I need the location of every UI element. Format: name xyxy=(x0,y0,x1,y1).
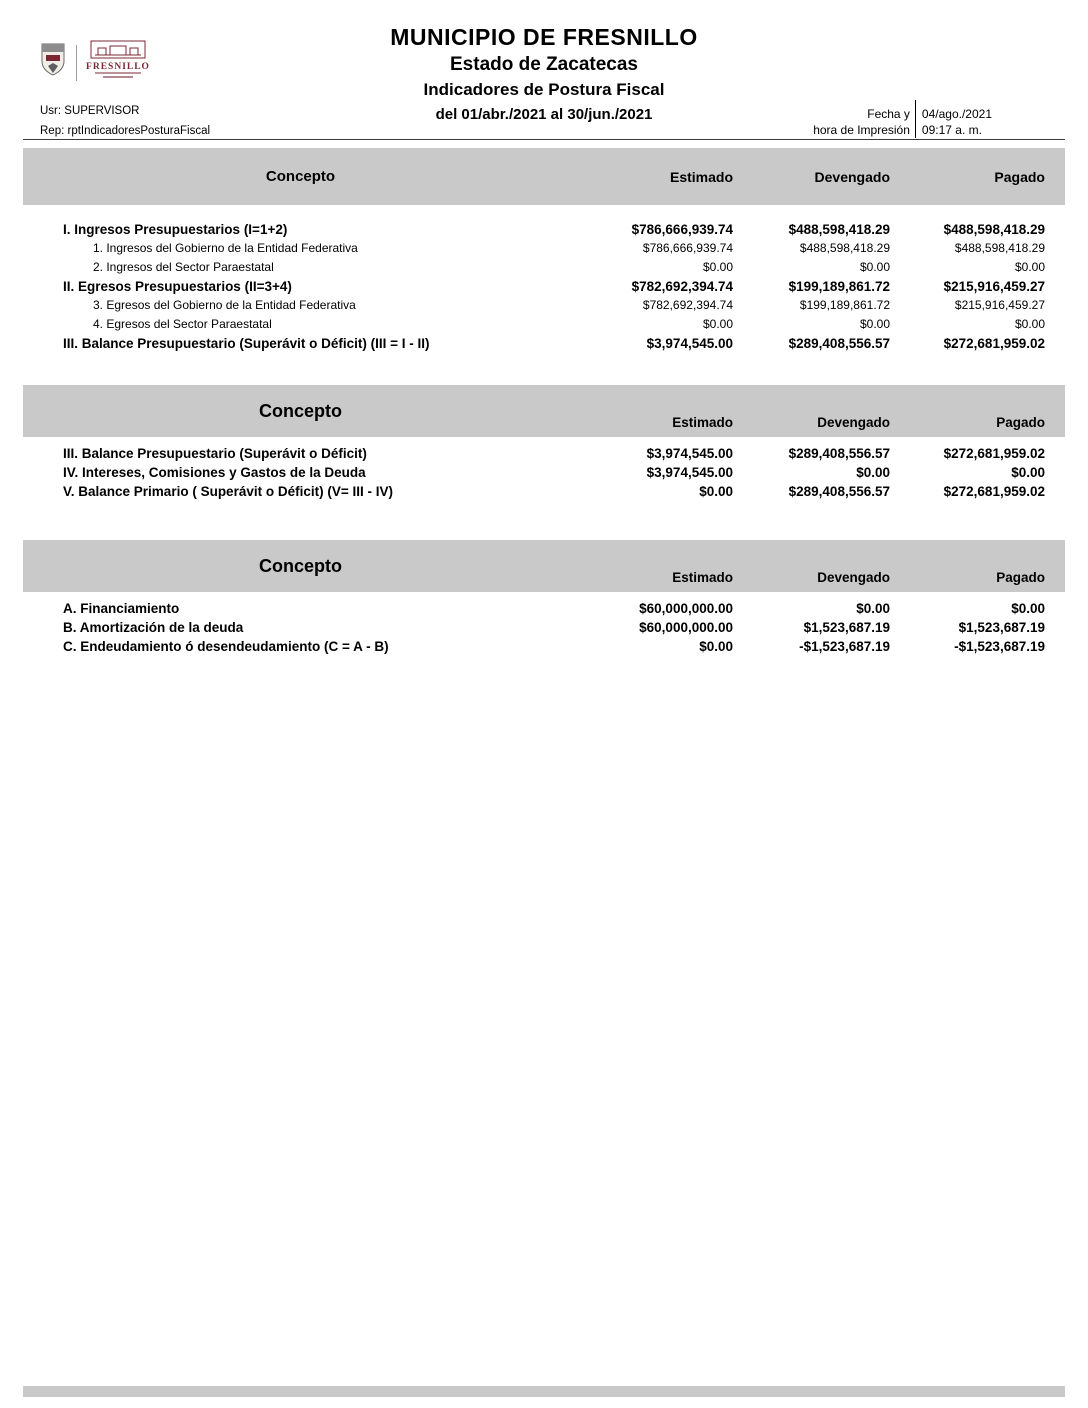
print-time-value: 09:17 a. m. xyxy=(921,123,982,137)
column-header-pagado: Pagado xyxy=(996,415,1045,430)
pagado-cell: $215,916,459.27 xyxy=(954,298,1045,312)
table-row xyxy=(23,599,1065,618)
devengado-cell: $199,189,861.72 xyxy=(799,298,890,312)
estimado-cell: $786,666,939.74 xyxy=(631,222,733,237)
print-date-value: 04/ago./2021 xyxy=(921,107,992,121)
concepto-cell: C. Endeudamiento ó desendeudamiento (C = A - B) xyxy=(63,639,389,654)
devengado-cell: -$1,523,687.19 xyxy=(799,639,890,654)
footer-bar xyxy=(23,1386,1065,1397)
devengado-cell: $0.00 xyxy=(859,317,890,331)
pagado-cell: -$1,523,687.19 xyxy=(954,639,1045,654)
concepto-cell: 2. Ingresos del Sector Paraestatal xyxy=(93,260,274,274)
print-info-values xyxy=(916,106,992,138)
financing-table xyxy=(23,599,1065,656)
column-header-pagado: Pagado xyxy=(994,168,1045,185)
devengado-cell: $289,408,556.57 xyxy=(788,484,890,499)
print-date-label: Fecha y xyxy=(867,107,910,121)
devengado-cell: $488,598,418.29 xyxy=(788,222,890,237)
devengado-cell: $289,408,556.57 xyxy=(788,336,890,351)
concepto-cell: III. Balance Presupuestario (Superávit o Déficit) (III = I - II) xyxy=(63,336,430,351)
devengado-cell: $1,523,687.19 xyxy=(803,620,890,635)
estimado-cell: $0.00 xyxy=(702,317,733,331)
column-header-concepto: Concepto xyxy=(265,168,336,185)
devengado-cell: $289,408,556.57 xyxy=(788,446,890,461)
report-name: Indicadores de Postura Fiscal xyxy=(423,80,665,99)
estimado-cell: $782,692,394.74 xyxy=(631,279,733,294)
concepto-cell: 4. Egresos del Sector Paraestatal xyxy=(93,317,272,331)
table-row xyxy=(23,482,1065,501)
column-header-estimado: Estimado xyxy=(669,168,733,185)
estimado-cell: $0.00 xyxy=(699,484,733,499)
estimado-cell: $3,974,545.00 xyxy=(646,336,733,351)
pagado-cell: $488,598,418.29 xyxy=(954,241,1045,255)
report-period: del 01/abr./2021 al 30/jun./2021 xyxy=(435,106,653,123)
concepto-cell: V. Balance Primario ( Superávit o Déficit) (V= III - IV) xyxy=(63,484,393,499)
table-row xyxy=(23,277,1065,296)
devengado-cell: $0.00 xyxy=(856,601,890,616)
table-row xyxy=(23,239,1065,258)
estimado-cell: $3,974,545.00 xyxy=(646,465,733,480)
table-header-3 xyxy=(23,540,1065,592)
pagado-cell: $0.00 xyxy=(1014,260,1045,274)
concepto-cell: I. Ingresos Presupuestarios (I=1+2) xyxy=(63,222,288,237)
concepto-cell: B. Amortización de la deuda xyxy=(63,620,244,635)
estimado-cell: $0.00 xyxy=(702,260,733,274)
print-info-labels xyxy=(813,106,915,138)
header-rule xyxy=(23,139,1065,140)
column-header-devengado: Devengado xyxy=(817,415,890,430)
column-header-devengado: Devengado xyxy=(817,570,890,585)
devengado-cell: $199,189,861.72 xyxy=(788,279,890,294)
concepto-cell: A. Financiamiento xyxy=(63,601,180,616)
table-row xyxy=(23,315,1065,334)
table-row xyxy=(23,258,1065,277)
user-label: Usr: SUPERVISOR xyxy=(40,105,140,117)
pagado-cell: $0.00 xyxy=(1011,465,1045,480)
table-row xyxy=(23,334,1065,353)
concepto-cell: 1. Ingresos del Gobierno de la Entidad Federativa xyxy=(93,241,358,255)
page-subtitle: Estado de Zacatecas xyxy=(450,54,638,75)
estimado-cell: $60,000,000.00 xyxy=(639,620,733,635)
print-info xyxy=(813,106,992,138)
balance-table xyxy=(23,444,1065,501)
devengado-cell: $0.00 xyxy=(859,260,890,274)
pagado-cell: $215,916,459.27 xyxy=(943,279,1045,294)
pagado-cell: $272,681,959.02 xyxy=(943,336,1045,351)
pagado-cell: $0.00 xyxy=(1014,317,1045,331)
page-title: MUNICIPIO DE FRESNILLO xyxy=(390,24,698,50)
column-header-devengado: Devengado xyxy=(814,168,890,185)
budget-table xyxy=(23,220,1065,353)
column-header-pagado: Pagado xyxy=(996,570,1045,585)
estimado-cell: $60,000,000.00 xyxy=(639,601,733,616)
pagado-cell: $272,681,959.02 xyxy=(943,484,1045,499)
pagado-cell: $1,523,687.19 xyxy=(958,620,1045,635)
estimado-cell: $786,666,939.74 xyxy=(642,241,733,255)
table-row xyxy=(23,637,1065,656)
devengado-cell: $0.00 xyxy=(856,465,890,480)
fresnillo-logo-text: FRESNILLO xyxy=(86,62,150,72)
devengado-cell: $488,598,418.29 xyxy=(799,241,890,255)
table-row xyxy=(23,296,1065,315)
column-header-estimado: Estimado xyxy=(672,415,733,430)
concepto-cell: IV. Intereses, Comisiones y Gastos de la Deuda xyxy=(63,465,366,480)
column-header-concepto: Concepto xyxy=(259,400,342,421)
user-info xyxy=(40,101,210,141)
column-header-concepto: Concepto xyxy=(259,555,342,576)
pagado-cell: $488,598,418.29 xyxy=(943,222,1045,237)
estimado-cell: $782,692,394.74 xyxy=(642,298,733,312)
concepto-cell: III. Balance Presupuestario (Superávit o Déficit) xyxy=(63,446,367,461)
table-row xyxy=(23,220,1065,239)
report-id-label: Rep: rptIndicadoresPosturaFiscal xyxy=(40,125,211,137)
concepto-cell: II. Egresos Presupuestarios (II=3+4) xyxy=(63,279,292,294)
table-header-2 xyxy=(23,385,1065,437)
table-row xyxy=(23,444,1065,463)
print-time-label: hora de Impresión xyxy=(813,123,910,137)
pagado-cell: $272,681,959.02 xyxy=(943,446,1045,461)
table-row xyxy=(23,463,1065,482)
column-header-estimado: Estimado xyxy=(672,570,733,585)
table-row xyxy=(23,618,1065,637)
table-header-1 xyxy=(23,148,1065,205)
concepto-cell: 3. Egresos del Gobierno de la Entidad Federativa xyxy=(93,298,356,312)
estimado-cell: $0.00 xyxy=(699,639,733,654)
estimado-cell: $3,974,545.00 xyxy=(646,446,733,461)
pagado-cell: $0.00 xyxy=(1011,601,1045,616)
